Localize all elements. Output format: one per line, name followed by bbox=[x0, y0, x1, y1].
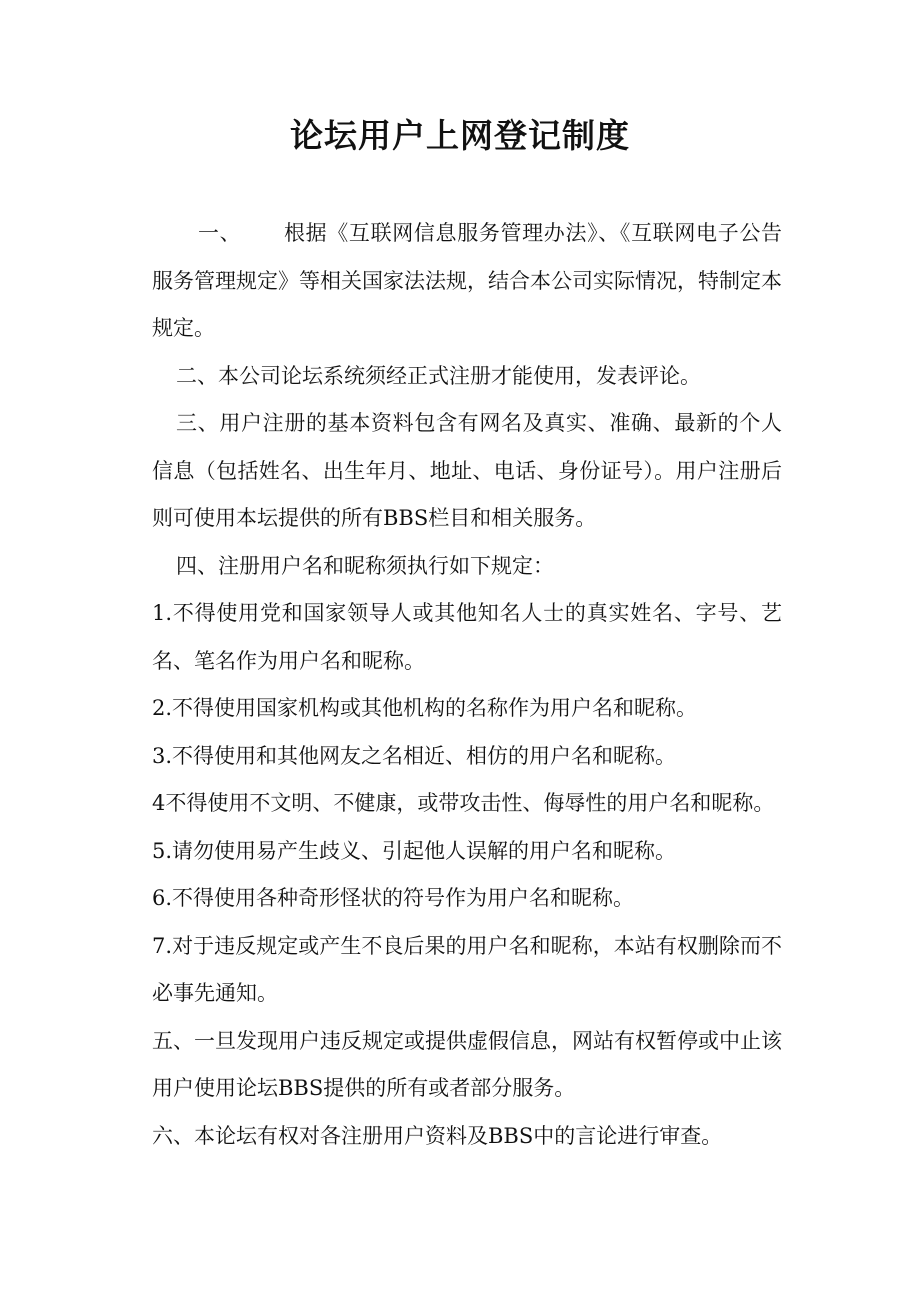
rule-item-6: 6.不得使用各种奇形怪状的符号作为用户名和昵称。 bbox=[152, 886, 635, 910]
rule-item-1: 1.不得使用党和国家领导人或其他知名人士的真实姓名、字号、艺名、笔名作为用户名和昵称。 bbox=[152, 601, 782, 673]
paragraph-1-text: 根据《互联网信息服务管理办法》、《互联网电子公告服务管理规定》等相关国家法法规，结合本公司实际情况，特制定本规定。 bbox=[152, 221, 783, 340]
rule-item-5: 5.请勿使用易产生歧义、引起他人误解的用户名和昵称。 bbox=[152, 838, 677, 863]
paragraph-3: 三、用户注册的基本资料包含有网名及真实、准确、最新的个人信息（包括姓名、出生年月、地址、电话、身份证号）。用户注册后则可使用本坛提供的所有BBS栏目和相关服务。 bbox=[152, 411, 782, 530]
rule-item-7: 7.对于违反规定或产生不良后果的用户名和昵称，本站有权删除而不必事先通知。 bbox=[152, 933, 782, 1005]
rule-item-2: 2.不得使用国家机构或其他机构的名称作为用户名和昵称。 bbox=[152, 696, 698, 720]
paragraph-4: 四、注册用户名和昵称须执行如下规定： bbox=[176, 553, 554, 578]
rule-item-3: 3.不得使用和其他网友之名相近、相仿的用户名和昵称。 bbox=[152, 743, 677, 768]
paragraph-2: 二、本公司论坛系统须经正式注册才能使用，发表评论。 bbox=[176, 363, 701, 388]
paragraph-5: 五、一旦发现用户违反规定或提供虚假信息，网站有权暂停或中止该用户使用论坛BBS提供的所有或者部分服务。 bbox=[152, 1028, 782, 1100]
paragraph-6: 六、本论坛有权对各注册用户资料及BBS中的言论进行审查。 bbox=[152, 1123, 723, 1148]
paragraph-1-lead: 一、 bbox=[198, 221, 242, 245]
document-body bbox=[152, 210, 782, 1160]
rule-item-4: 4不得使用不文明、不健康，或带攻击性、侮辱性的用户名和昵称。 bbox=[152, 791, 775, 815]
paragraph-1 bbox=[152, 210, 782, 353]
document-title: 论坛用户上网登记制度 bbox=[290, 116, 630, 155]
